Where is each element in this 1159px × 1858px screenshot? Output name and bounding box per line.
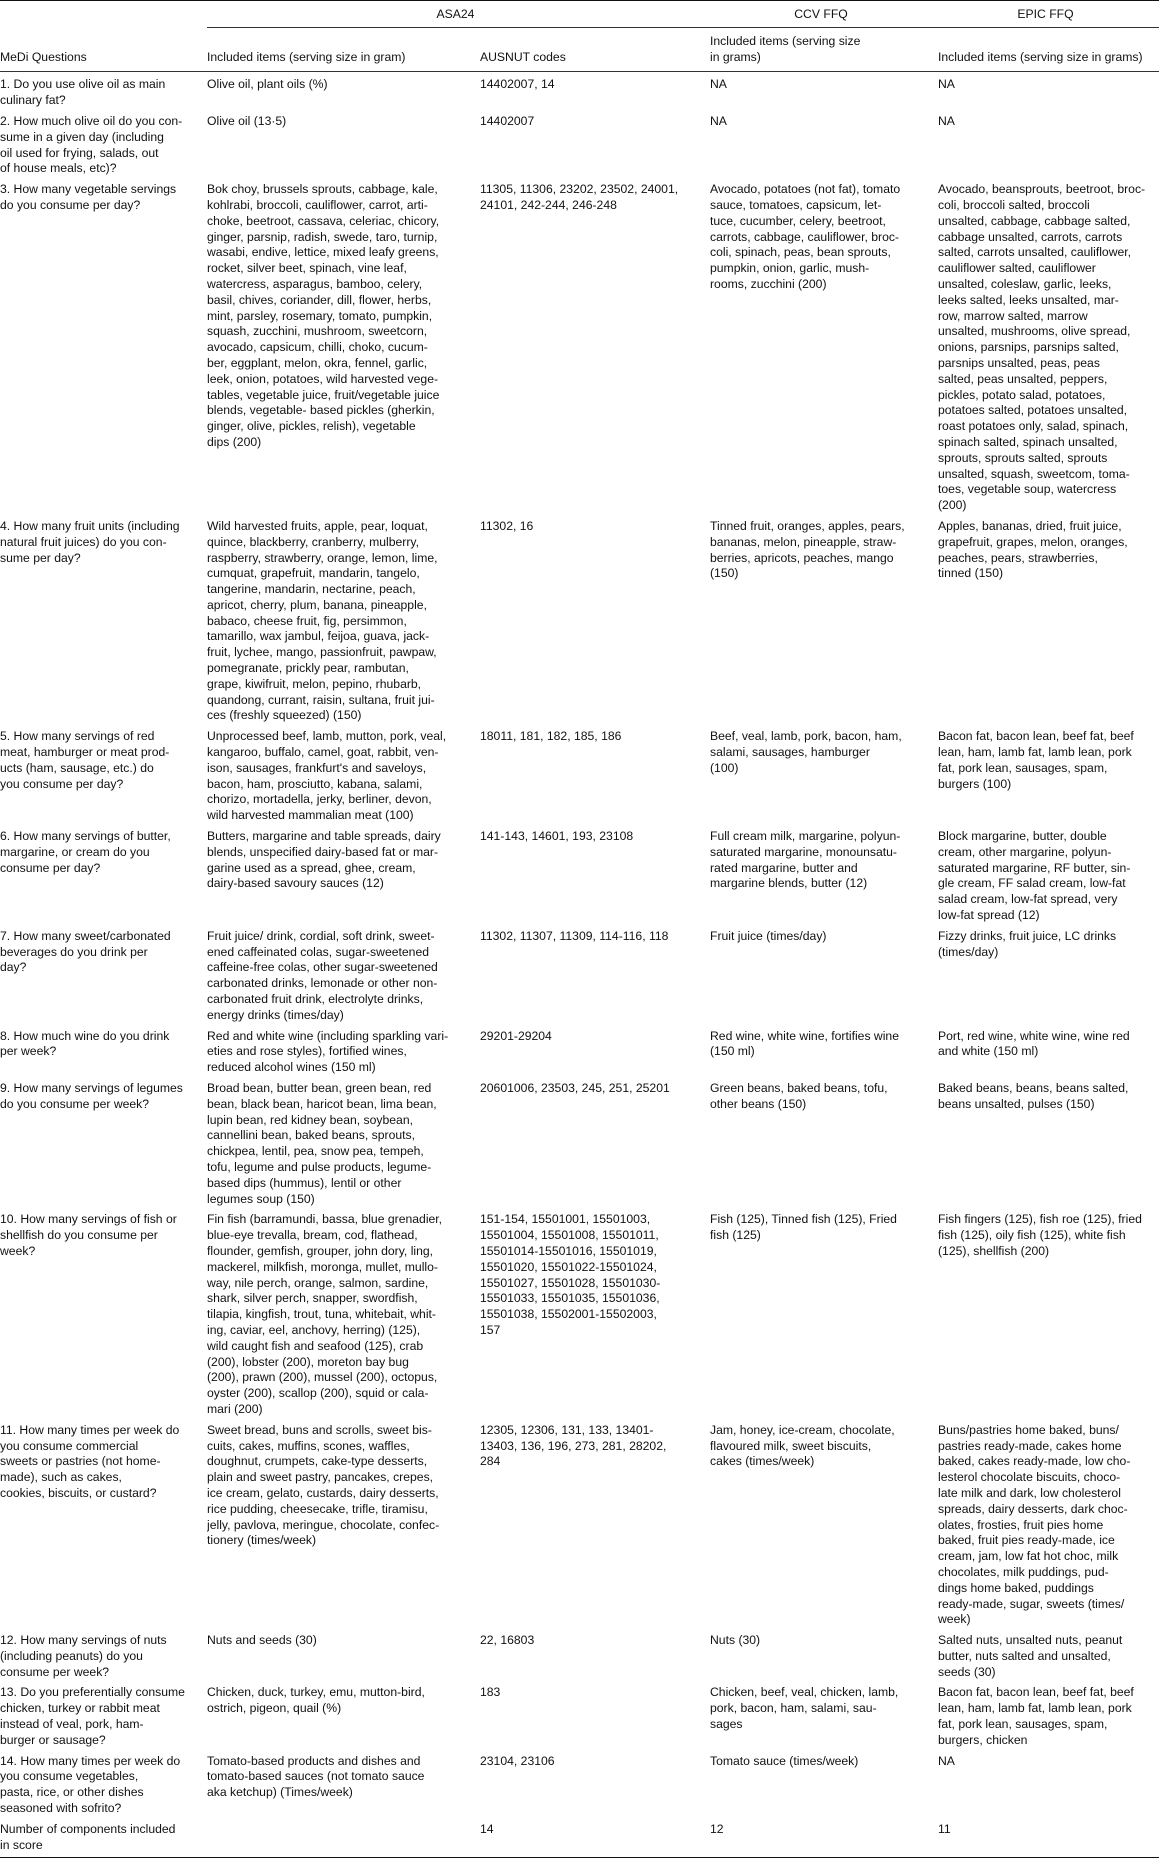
cell-ccv-items: NA [710,77,727,92]
cell-question: 5. How many servings of red meat, hamburger or meat prod- ucts (ham, sausage, etc.) do you consume per day? [0,729,170,791]
column-header-ccv-items: Included items (serving size in grams) [710,27,938,72]
cell-asa-items: Tomato-based products and dishes and tomato-based sauces (not tomato sauce aka ketchup) (Times/week) [207,1753,425,1800]
cell-asa-items: Olive oil (13·5) [207,113,287,128]
column-header-question: MeDi Questions [0,27,207,72]
cell-question: 12. How many servings of nuts (including peanuts) do you consume per week? [0,1633,167,1679]
cell-question: 7. How many sweet/carbonated beverages do you drink per day? [0,928,171,975]
cell-question: 6. How many servings of butter, margarine, or cream do you consume per day? [0,829,171,875]
cell-question: 4. How many fruit units (including natural fruit juices) do you con- sume per day? [0,518,180,565]
column-header-asa-codes: AUSNUT codes [480,27,710,72]
table-row [0,1418,1159,1628]
cell-epic-items: Buns/pastries home baked, buns/ pastries ready-made, cakes home baked, cakes ready-made, low cho- lesterol chocolate biscuits, choco- late milk and dark, low cholesterol spreads, dairy desserts, dark choc- olates, frosties, fruit pies home baked, fruit pies ready-made, ice cream, jam, low fat hot choc, milk chocolates, milk puddings, pud- dings home baked, puddings ready-made, sugar, sweets (times/ week) [938,1422,1131,1627]
group-header-asa24: ASA24 [207,1,710,27]
table-row [0,724,1159,824]
group-header-epic: EPIC FFQ [938,1,1159,27]
cell-asa-items: Olive oil, plant oils (%) [207,77,328,92]
table-row [0,1024,1159,1076]
cell-asa-items: Butters, margarine and table spreads, dairy blends, unspecified dairy-based fat or mar- garine used as a spread, ghee, cream, dairy-based savoury sauces (12) [207,829,441,891]
table-row [0,924,1159,1024]
cell-ccv-items: Jam, honey, ice-cream, chocolate, flavoured milk, sweet biscuits, cakes (times/week) [710,1422,895,1469]
cell-asa-items: Nuts and seeds (30) [207,1633,317,1648]
cell-asa-codes: 23104, 23106 [480,1753,555,1768]
table-row [0,824,1159,924]
cell-ccv-items: Chicken, beef, veal, chicken, lamb, pork, bacon, ham, salami, sau- sages [710,1685,899,1732]
cell-asa-codes: 12305, 12306, 131, 133, 13401- 13403, 136, 196, 273, 281, 28202, 284 [480,1422,667,1469]
cell-asa-items: Bok choy, brussels sprouts, cabbage, kale, kohlrabi, broccoli, cauliflower, carrot, arti- choke, beetroot, cassava, celeriac, chicory, ginger, parsnip, radish, swede, taro, turnip, wasabi, endive, lettice, mixed leafy greens, rocket, silver beet, spinach, vine leaf, watercress, asparagus, bamboo, celery, basil, chives, coriander, dill, flower, herbs, mint, parsley, rosemary, tomato, pumpkin, squash, zucchini, mushroom, sweetcorn, avocado, capsicum, chilli, choko, cucum- ber, eggplant, melon, okra, fennel, garlic, leek, onion, potatoes, wild harvested vege- tables, vegetable juice, fruit/vegetable juice blends, vegetable- based pickles (gherkin, ginger, olive, pickles, relish), vegetable dips (200) [207,182,440,449]
cell-epic-items: Port, red wine, white wine, wine red and white (150 ml) [938,1028,1130,1059]
table-row [0,1076,1159,1207]
cell-epic-items: Salted nuts, unsalted nuts, peanut butter, nuts salted and unsalted, seeds (30) [938,1633,1123,1679]
column-header-epic-items: Included items (serving size in grams) [938,27,1159,72]
cell-asa-codes: 11302, 11307, 11309, 114-116, 118 [480,928,669,943]
group-header-ccv: CCV FFQ [710,1,938,27]
cell-epic-items: Apples, bananas, dried, fruit juice, grapefruit, grapes, melon, oranges, peaches, pears, strawberries, tinned (150) [938,518,1128,581]
cell-epic-items: 11 [938,1817,1159,1858]
cell-question: 9. How many servings of legumes do you consume per week? [0,1081,183,1111]
cell-question: 1. Do you use olive oil as main culinary fat? [0,77,166,108]
cell-epic-items: NA [938,77,955,92]
cell-asa-codes: 11302, 16 [480,518,534,533]
cell-question: 13. Do you preferentially consume chicken, turkey or rabbit meat instead of veal, pork, ham- burger or sausage? [0,1685,185,1747]
table-row [0,1628,1159,1680]
cell-asa-codes: 20601006, 23503, 245, 251, 25201 [480,1081,670,1095]
cell-asa-items: Red and white wine (including sparkling vari- eties and rose styles), fortified wines, reduced alcohol wines (150 ml) [207,1028,449,1075]
cell-ccv-items: Avocado, potatoes (not fat), tomato sauce, tomatoes, capsicum, let- tuce, cucumber, celery, beetroot, carrots, cabbage, cauliflower, broc- coli, spinach, peas, bean sprouts, pumpkin, onion, garlic, mush- rooms, zucchini (200) [710,182,901,291]
group-header-row [0,1,1159,27]
cell-ccv-items: Full cream milk, margarine, polyun- saturated margarine, monounsatu- rated margarine, butter and margarine blends, butter (12) [710,829,901,891]
table-row [0,72,1159,109]
cell-asa-codes: 183 [480,1685,501,1700]
column-header-row [0,27,1159,72]
column-header-asa-items: Included items (serving size in gram) [207,27,480,72]
cell-question: 14. How many times per week do you consume vegetables, pasta, rice, or other dishes seasoned with sofrito? [0,1753,181,1816]
cell-asa-items: Unprocessed beef, lamb, mutton, pork, veal, kangaroo, buffalo, camel, goat, rabbit, ven- ison, sausages, frankfurt's and saveloys, bacon, ham, prosciutto, kabana, salami, chorizo, mortadella, jerky, berliner, devon, wild harvested mammalian meat (100) [207,729,447,823]
table-row [0,1749,1159,1817]
cell-asa-codes: 14402007 [480,113,535,128]
cell-asa-items: Broad bean, butter bean, green bean, red bean, black bean, haricot bean, lima bean, lupin bean, red kidney bean, soybean, cannellini bean, baked beans, sprouts, chickpea, lentil, pea, snow pea, tempeh, tofu, legume and pulse products, legume- based dips (hummus), lentil or other legumes soup (150) [207,1081,437,1206]
cell-asa-items: Wild harvested fruits, apple, pear, loquat, quince, blackberry, cranberry, mulberry, raspberry, strawberry, orange, lemon, lime, cumquat, grapefruit, mandarin, tangelo, tangerine, mandarin, nectarine, peach, apricot, cherry, plum, banana, pineapple, babaco, cheese fruit, fig, persimmon, tamarillo, wax jambul, feijoa, guava, jack- fruit, lychee, mango, passionfruit, pawpaw, pomegranate, prickly pear, rambutan, grape, kiwifruit, melon, pepino, rhubarb, quandong, currant, raisin, sultana, fruit jui- ces (freshly squeezed) (150) [207,518,438,723]
table-row [0,109,1159,177]
cell-ccv-items: Fruit juice (times/day) [710,928,827,943]
cell-asa-codes: 11305, 11306, 23202, 23502, 24001, 24101, 242-244, 246-248 [480,182,679,212]
table-row [0,1817,1159,1858]
cell-ccv-items: Nuts (30) [710,1633,761,1648]
cell-asa-items: Chicken, duck, turkey, emu, mutton-bird, ostrich, pigeon, quail (%) [207,1685,425,1716]
cell-asa-items: Fruit juice/ drink, cordial, soft drink, sweet- ened caffeinated colas, sugar-sweetened caffeine-free colas, other sugar-sweetened carbonated drinks, lemonade or other non- carbonated fruit drink, electrolyte drinks, energy drinks (times/day) [207,928,438,1022]
cell-asa-items: Fin fish (barramundi, bassa, blue grenadier, blue-eye trevalla, bream, cod, flathead, flounder, gemfish, grouper, john dory, ling, mackerel, milkfish, moronga, mullet, mullo- way, nile perch, orange, salmon, sardine, shark, silver perch, snapper, swordfish, tilapia, kingfish, trout, tuna, whitebait, whit- ing, caviar, eel, anchovy, herring) (125), wild caught fish and seafood (125), crab (200), lobster (200), moreton bay bug (200), prawn (200), mussel (200), octopus, oyster (200), scallop (200), squid or cala- mari (200) [207,1212,443,1416]
cell-question: 2. How much olive oil do you con- sume in a given day (including oil used for frying, salads, out of house meals, etc)? [0,113,183,176]
table-row [0,177,1159,514]
cell-question: 10. How many servings of fish or shellfish do you consume per week? [0,1212,177,1258]
cell-asa-items [207,1817,480,1858]
cell-ccv-items: Tinned fruit, oranges, apples, pears, bananas, melon, pineapple, straw- berries, apricots, peaches, mango (150) [710,518,905,581]
cell-epic-items: Avocado, beansprouts, beetroot, broc- coli, broccoli salted, broccoli unsalted, cabbage, cabbage salted, cabbage unsalted, carrots, carrots salted, carrots unsalted, cauliflower, cauliflower salted, cauliflower unsalted, coleslaw, garlic, leeks, leeks salted, leeks unsalted, mar- row, marrow salted, marrow unsalted, mushrooms, olive spread, onions, parsnips, parsnips salted, parsnips unsalted, peas, peas salted, peas unsalted, peppers, pickles, potato salad, potatoes, potatoes salted, potatoes unsalted, roast potatoes only, salad, spinach, spinach salted, spinach unsalted, sprouts, sprouts salted, sprouts unsalted, squash, sweetcom, toma- toes, vegetable soup, watercress (200) [938,182,1146,513]
table-row [0,1680,1159,1748]
cell-asa-codes: 151-154, 15501001, 15501003, 15501004, 15501008, 15501011, 15501014-15501016, 15501019, 15501020, 15501022-15501024, 15501027, 15501028, 15501030- 15501033, 15501035, 15501036, 15501038, 15502001-15502003, 157 [480,1212,661,1337]
cell-epic-items: Fizzy drinks, fruit juice, LC drinks (times/day) [938,928,1117,959]
group-header-blank [0,1,207,27]
cell-ccv-items: Red wine, white wine, fortifies wine (150 ml) [710,1028,899,1059]
cell-epic-items: Baked beans, beans, beans salted, beans unsalted, pulses (150) [938,1081,1129,1111]
cell-question: Number of components included in score [0,1817,207,1858]
cell-ccv-items: 12 [710,1817,938,1858]
cell-asa-codes: 22, 16803 [480,1633,535,1648]
table-header [0,1,1159,72]
cell-asa-codes: 29201-29204 [480,1028,552,1043]
table-row [0,514,1159,724]
cell-epic-items: Block margarine, butter, double cream, other margarine, polyun- saturated margarine, RF butter, sin- gle cream, FF salad cream, low-fat salad cream, low-fat spread, very low-fat spread (12) [938,829,1131,923]
cell-asa-codes: 141-143, 14601, 193, 23108 [480,829,634,844]
cell-epic-items: NA [938,1753,955,1768]
table-row [0,1207,1159,1417]
cell-ccv-items: Green beans, baked beans, tofu, other beans (150) [710,1081,888,1111]
cell-epic-items: Fish fingers (125), fish roe (125), fried fish (125), oily fish (125), white fish (125), shellfish (200) [938,1212,1142,1258]
cell-epic-items: Bacon fat, bacon lean, beef fat, beef lean, ham, lamb fat, lamb lean, pork fat, pork lean, sausages, spam, burgers, chicken [938,1685,1134,1747]
cell-asa-codes: 14402007, 14 [480,77,555,92]
cell-question: 3. How many vegetable servings do you consume per day? [0,182,177,212]
cell-question: 8. How much wine do you drink per week? [0,1028,170,1059]
cell-asa-items: Sweet bread, buns and scrolls, sweet bis- cuits, cakes, muffins, scones, waffles, doughnut, crumpets, cake-type desserts, plain and sweet pastry, pancakes, crepes, ice cream, gelato, custards, dairy desserts, rice pudding, cheesecake, trifle, tiramisu, jelly, pavlova, meringue, chocolate, confec- tionery (times/week) [207,1422,440,1548]
cell-asa-codes: 18011, 181, 182, 185, 186 [480,729,622,744]
cell-asa-codes: 14 [480,1817,710,1858]
cell-ccv-items: Tomato sauce (times/week) [710,1753,859,1768]
cell-ccv-items: Fish (125), Tinned fish (125), Fried fish (125) [710,1212,897,1243]
cell-epic-items: Bacon fat, bacon lean, beef fat, beef lean, ham, lamb fat, lamb lean, pork fat, pork lean, sausages, spam, burgers (100) [938,729,1134,791]
cell-ccv-items: NA [710,113,727,128]
cell-ccv-items: Beef, veal, lamb, pork, bacon, ham, salami, sausages, hamburger (100) [710,729,902,775]
table-body [0,72,1159,1858]
cell-epic-items: NA [938,113,955,128]
cell-question: 11. How many times per week do you consume commercial sweets or pastries (not home- made), such as cakes, cookies, biscuits, or custard? [0,1422,180,1500]
